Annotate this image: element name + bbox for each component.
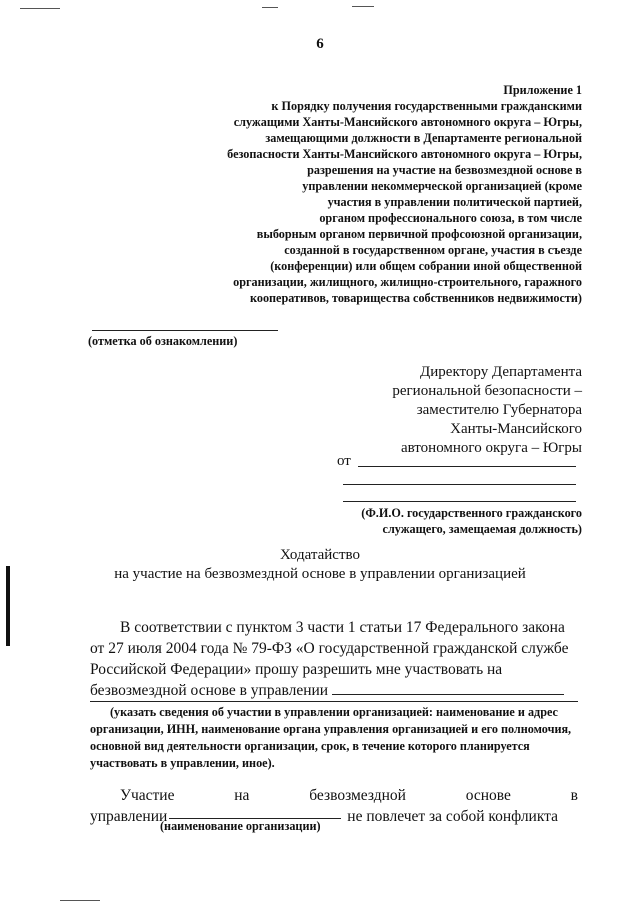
closing-word: на: [234, 787, 250, 804]
organization-input-line[interactable]: [332, 682, 564, 695]
closing-line-justified: [90, 785, 578, 806]
appendix-line: (конференции) или общем собрании иной общественной: [270, 259, 582, 273]
body-word: участвовать: [404, 661, 484, 678]
body-line: [90, 680, 578, 701]
appendix-line: служащими Ханты-Мансийского автономного округа – Югры,: [233, 115, 582, 129]
fio-caption-line: служащего, замещаемая должность): [382, 522, 582, 536]
appendix-line: кооперативов, товарищества собственников недвижимости): [249, 291, 582, 305]
fio-caption: [322, 505, 582, 537]
note-line: (указать сведения об участии в управлении организацией: наименование и адрес: [110, 705, 558, 719]
closing-text-start: управлении: [90, 808, 168, 825]
addressee-line: Ханты-Мансийского: [450, 421, 582, 437]
closing-word: Участие: [120, 787, 175, 804]
from-line-2[interactable]: [343, 484, 576, 485]
closing-text-end: не повлечет за собой конфликта: [347, 808, 559, 825]
fio-caption-line: (Ф.И.О. государственного гражданского: [361, 506, 582, 520]
acknowledgement-caption: (отметка об ознакомлении): [88, 334, 238, 348]
body-word: прошу: [255, 661, 299, 678]
from-name-line[interactable]: [358, 466, 576, 467]
scan-artifact: [60, 900, 100, 901]
scan-artifact: [262, 7, 278, 8]
details-input-line[interactable]: [90, 701, 578, 702]
appendix-line: управлении некоммерческой организацией (кроме: [302, 179, 582, 193]
closing-word: в: [570, 787, 578, 804]
document-subtitle: на участие на безвозмездной основе в управлении организацией: [114, 566, 526, 582]
body-word: разрешить: [302, 661, 372, 678]
addressee-line: автономного округа – Югры: [400, 440, 582, 456]
appendix-line: Приложение 1: [503, 83, 582, 97]
body-line-justified: [90, 659, 578, 680]
note-line: организации, ИНН, наименование органа управления организацией и его полномочия,: [90, 722, 572, 736]
organization-name-line[interactable]: [169, 806, 341, 819]
acknowledgement-line[interactable]: [92, 330, 278, 331]
note-line: основной вид деятельности организации, срок, в течение которого планируется: [90, 739, 530, 753]
addressee-line: заместителю Губернатора: [416, 402, 582, 418]
appendix-line: к Порядку получения государственными гражданскими: [271, 99, 582, 113]
margin-mark: [6, 566, 10, 646]
appendix-line: организации, жилищного, жилищно-строительного, гаражного: [233, 275, 582, 289]
appendix-line: участия в управлении политической партией,: [327, 195, 582, 209]
appendix-block: [182, 82, 582, 306]
body-line: от 27 июля 2004 года № 79-ФЗ «О государственной гражданской службе: [90, 640, 569, 657]
appendix-line: органом профессионального союза, в том числе: [319, 211, 582, 225]
closing-word: основе: [465, 787, 511, 804]
body-text: безвозмездной основе в управлении: [90, 682, 329, 699]
body-word: мне: [375, 661, 401, 678]
instruction-note: [90, 704, 578, 772]
appendix-line: выборным органом первичной профсоюзной организации,: [256, 227, 582, 241]
appendix-line: разрешения на участие на безвозмездной основе в: [307, 163, 582, 177]
scan-artifact: [20, 8, 60, 9]
from-line-3[interactable]: [343, 501, 576, 502]
closing-word: безвозмездной: [309, 787, 406, 804]
addressee-line: региональной безопасности –: [392, 383, 582, 399]
appendix-line: созданной в государственном органе, участия в съезде: [284, 243, 582, 257]
appendix-line: замещающими должности в Департаменте региональной: [265, 131, 582, 145]
scan-artifact: [352, 6, 374, 7]
appendix-line: безопасности Ханты-Мансийского автономного округа – Югры,: [227, 147, 582, 161]
addressee-block: [282, 363, 582, 458]
organization-caption: (наименование организации): [160, 819, 321, 833]
body-word: Федерации»: [170, 661, 252, 678]
addressee-line: Директору Департамента: [420, 364, 582, 380]
from-label: от: [337, 453, 351, 469]
document-title: Ходатайство: [280, 547, 360, 563]
petition-body: [90, 617, 578, 701]
body-line: В соответствии с пунктом 3 части 1 статьи 17 Федерального закона: [120, 619, 565, 636]
body-word: Российской: [90, 661, 167, 678]
page-number: 6: [316, 36, 324, 52]
note-line: участвовать в управлении, иное).: [90, 756, 275, 770]
body-word: на: [487, 661, 503, 678]
